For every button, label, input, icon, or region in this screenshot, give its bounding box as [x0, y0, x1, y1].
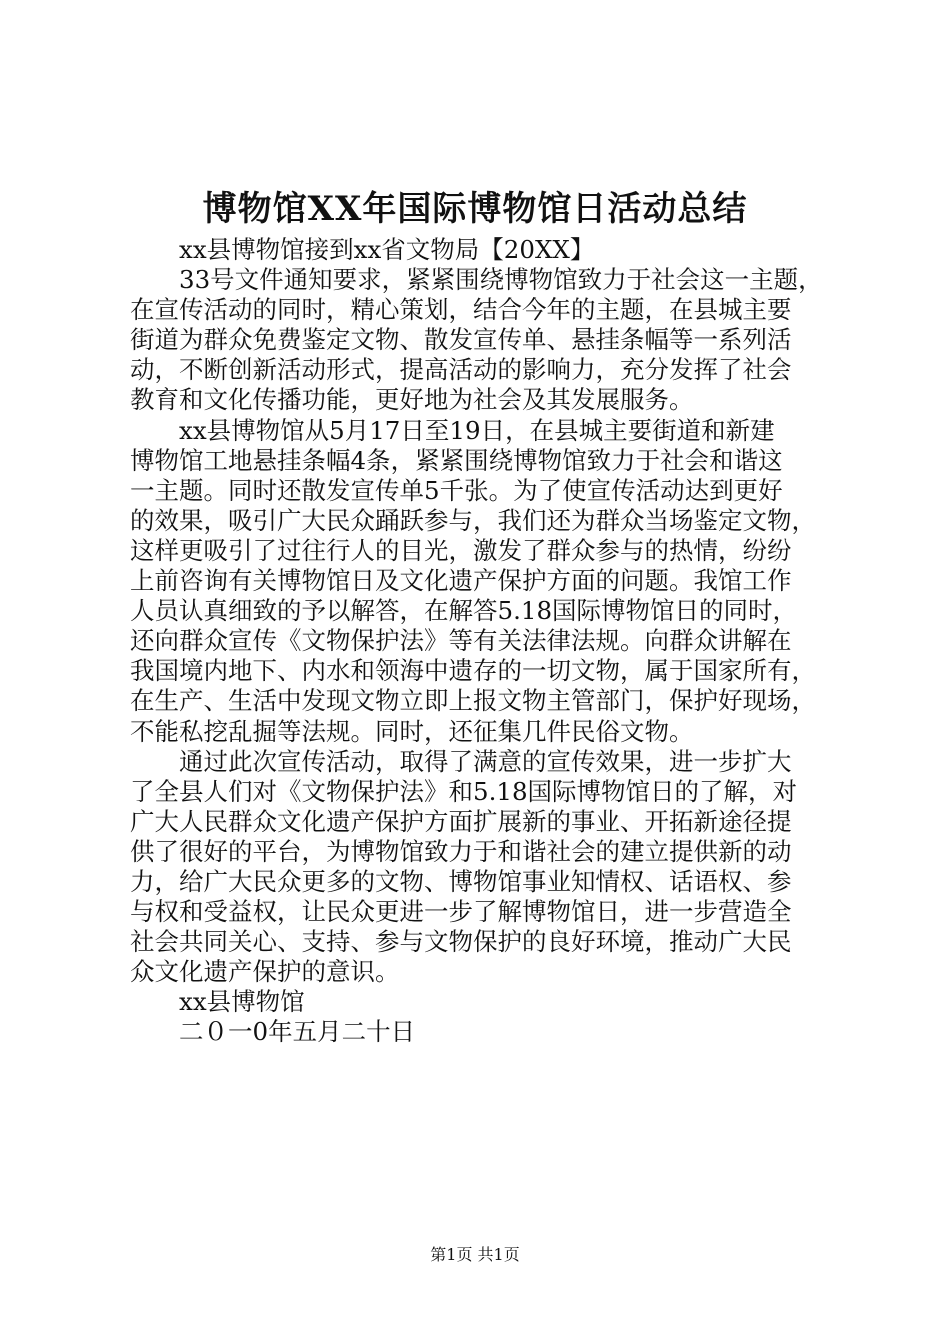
text-line: 动，不断创新活动形式，提高活动的影响力，充分发挥了社会 — [130, 355, 792, 385]
text-line: 与权和受益权，让民众更进一步了解博物馆日，进一步营造全 — [130, 897, 792, 927]
text-line: 33号文件通知要求，紧紧围绕博物馆致力于社会这一主题， — [179, 265, 823, 295]
signature-organization: xx县博物馆 — [179, 987, 305, 1017]
text-line: 社会共同关心、支持、参与文物保护的良好环境，推动广大民 — [130, 927, 792, 957]
text-line: 还向群众宣传《文物保护法》等有关法律法规。向群众讲解在 — [130, 626, 792, 656]
text-line: 供了很好的平台，为博物馆致力于和谐社会的建立提供新的动 — [130, 836, 792, 866]
document-body — [130, 235, 830, 1048]
text-line: xx县博物馆从5月17日至19日，在县城主要街道和新建 — [179, 415, 775, 445]
text-line: 这样更吸引了过往行人的目光，激发了群众参与的热情，纷纷 — [130, 535, 792, 565]
text-line: 力，给广大民众更多的文物、博物馆事业知情权、话语权、参 — [130, 866, 792, 896]
text-line: 不能私挖乱掘等法规。同时，还征集几件民俗文物。 — [130, 716, 694, 746]
document-title: 博物馆XX年国际博物馆日活动总结 — [202, 189, 748, 229]
text-line: 在宣传活动的同时，精心策划，结合今年的主题，在县城主要 — [130, 295, 792, 325]
signature-date: 二０一0年五月二十日 — [179, 1017, 416, 1047]
text-line: 博物馆工地悬挂条幅4条，紧紧围绕博物馆致力于社会和谐这 — [130, 445, 783, 475]
text-line: 我国境内地下、内水和领海中遗存的一切文物，属于国家所有， — [130, 656, 816, 686]
text-line: 广大人民群众文化遗产保护方面扩展新的事业、开拓新途径提 — [130, 806, 792, 836]
page-number: 第1页 共1页 — [430, 1245, 520, 1264]
text-line: 上前咨询有关博物馆日及文化遗产保护方面的问题。我馆工作 — [130, 566, 792, 596]
text-line: 一主题。同时还散发宣传单5千张。为了使宣传活动达到更好 — [130, 475, 783, 505]
text-line: 在生产、生活中发现文物立即上报文物主管部门，保护好现场， — [130, 686, 816, 716]
text-line: 了全县人们对《文物保护法》和5.18国际博物馆日的了解，对 — [130, 776, 798, 806]
text-line: 教育和文化传播功能，更好地为社会及其发展服务。 — [130, 385, 694, 415]
text-line: 街道为群众免费鉴定文物、散发宣传单、悬挂条幅等一系列活 — [130, 325, 792, 355]
text-line: 通过此次宣传活动，取得了满意的宣传效果，进一步扩大 — [179, 746, 792, 776]
text-line: 的效果，吸引广大民众踊跃参与，我们还为群众当场鉴定文物， — [130, 505, 816, 535]
text-line: 众文化遗产保护的意识。 — [130, 957, 400, 987]
text-line: 人员认真细致的予以解答，在解答5.18国际博物馆日的同时， — [130, 596, 798, 626]
text-line: xx县博物馆接到xx省文物局【20XX】 — [179, 235, 595, 264]
